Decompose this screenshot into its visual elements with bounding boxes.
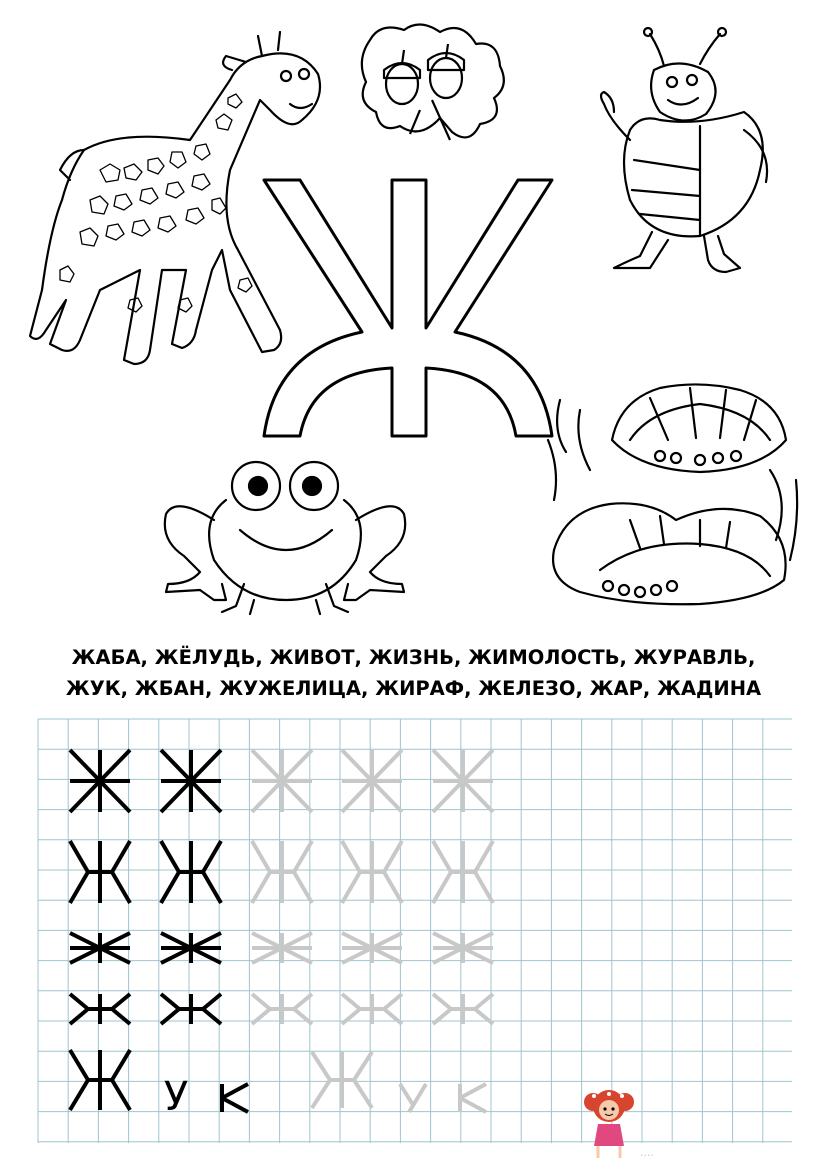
sample-letter-zh-row3 <box>70 933 130 963</box>
tracing-word-letter-zh <box>312 1052 372 1108</box>
tracing-letter-zh-row2 <box>252 841 312 903</box>
sample-letter-zh-row4 <box>70 994 130 1024</box>
sample-letter-zh-row2 <box>161 841 221 903</box>
grid-lines <box>38 719 792 1143</box>
word-list-line-2: ЖУК, ЖБАН, ЖУЖЕЛИЦА, ЖИРАФ, ЖЕЛЕЗО, ЖАР, ЖАДИНА <box>65 677 762 700</box>
tracing-letter-zh-row1 <box>433 750 493 812</box>
sample-letter-zh-row3 <box>161 933 221 963</box>
tracing-letter-zh-row4 <box>252 994 312 1024</box>
tracing-word-letter-u: У <box>163 1074 189 1120</box>
tracing-letter-zh-row1 <box>342 750 402 812</box>
sample-letter-zh-row1 <box>70 750 130 812</box>
word-letter-k <box>222 1084 248 1112</box>
girl-mascot-icon <box>584 1084 634 1164</box>
tracing-letter-zh-row3 <box>252 933 312 963</box>
word-letter-zh <box>70 1050 130 1110</box>
watermark: .... <box>640 1146 654 1159</box>
tracing-letter-zh-row1 <box>252 750 312 812</box>
sample-letter-zh-row4 <box>161 994 221 1024</box>
sample-letter-zh-row1 <box>161 750 221 812</box>
tracing-word-letter-u-trace <box>400 1084 426 1112</box>
word-list-line-1: ЖАБА, ЖЁЛУДЬ, ЖИВОТ, ЖИЗНЬ, ЖИМОЛОСТЬ, ЖУРАВЛЬ, <box>71 646 756 669</box>
tracing-letter-zh-row4 <box>433 994 493 1024</box>
tracing-letter-zh-row3 <box>433 933 493 963</box>
tracing-letter-zh-row2 <box>433 841 493 903</box>
tracing-letter-zh-row4 <box>342 994 402 1024</box>
tracing-letter-zh-row3 <box>342 933 402 963</box>
sample-letter-zh-row2 <box>70 841 130 903</box>
tracing-letter-zh-row2 <box>342 841 402 903</box>
tracing-word-letter-k <box>460 1084 486 1112</box>
